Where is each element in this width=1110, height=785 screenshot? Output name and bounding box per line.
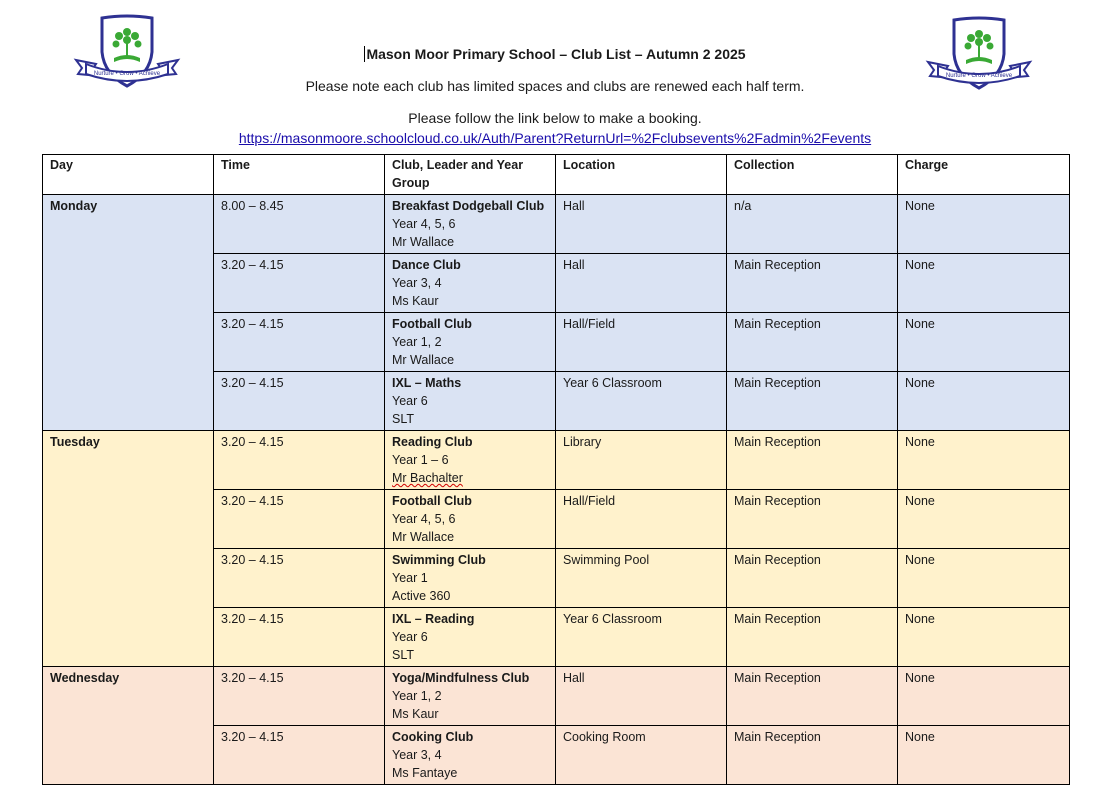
club-name: Football Club	[392, 494, 472, 508]
day-cell: Tuesday	[43, 431, 214, 667]
year-group: Year 3, 4	[392, 276, 442, 290]
location-cell: Hall/Field	[556, 313, 727, 372]
club-name: IXL – Reading	[392, 612, 475, 626]
charge-cell: None	[898, 313, 1070, 372]
club-cell	[385, 431, 556, 490]
time-cell: 3.20 – 4.15	[214, 608, 385, 667]
time-cell: 8.00 – 8.45	[214, 195, 385, 254]
year-group: Year 4, 5, 6	[392, 512, 456, 526]
club-cell	[385, 667, 556, 726]
year-group: Year 1 – 6	[392, 453, 449, 467]
club-cell	[385, 254, 556, 313]
location-cell: Hall	[556, 667, 727, 726]
booking-link-wrapper	[0, 130, 1110, 146]
time-cell: 3.20 – 4.15	[214, 254, 385, 313]
club-leader: Ms Kaur	[392, 294, 439, 308]
year-group: Year 4, 5, 6	[392, 217, 456, 231]
booking-instruction: Please follow the link below to make a booking.	[408, 110, 702, 126]
club-cell	[385, 490, 556, 549]
table-row	[43, 195, 1070, 254]
collection-cell: Main Reception	[727, 667, 898, 726]
location-cell: Year 6 Classroom	[556, 372, 727, 431]
title-text: Mason Moor Primary School – Club List – Autumn 2 2025	[366, 46, 746, 62]
charge-cell: None	[898, 726, 1070, 785]
club-name: IXL – Maths	[392, 376, 462, 390]
charge-cell: None	[898, 608, 1070, 667]
year-group: Year 1	[392, 571, 428, 585]
location-cell: Cooking Room	[556, 726, 727, 785]
location-cell: Year 6 Classroom	[556, 608, 727, 667]
time-cell: 3.20 – 4.15	[214, 490, 385, 549]
location-cell: Swimming Pool	[556, 549, 727, 608]
year-group: Year 6	[392, 630, 428, 644]
time-cell: 3.20 – 4.15	[214, 372, 385, 431]
column-header-time: Time	[214, 155, 385, 195]
club-leader: Mr Wallace	[392, 353, 455, 367]
club-table	[42, 154, 1070, 785]
year-group: Year 3, 4	[392, 748, 442, 762]
table-row	[43, 667, 1070, 726]
location-cell: Hall/Field	[556, 490, 727, 549]
collection-cell: Main Reception	[727, 490, 898, 549]
collection-cell: Main Reception	[727, 726, 898, 785]
club-name: Football Club	[392, 317, 472, 331]
charge-cell: None	[898, 372, 1070, 431]
collection-cell: Main Reception	[727, 254, 898, 313]
time-cell: 3.20 – 4.15	[214, 726, 385, 785]
time-cell: 3.20 – 4.15	[214, 549, 385, 608]
column-header-club: Club, Leader and Year Group	[385, 155, 556, 195]
club-name: Yoga/Mindfulness Club	[392, 671, 530, 685]
club-leader: SLT	[392, 648, 414, 662]
table-row	[43, 431, 1070, 490]
club-cell	[385, 608, 556, 667]
svg-text:Nurture • Grow • Achieve: Nurture • Grow • Achieve	[93, 71, 161, 77]
club-leader: Ms Fantaye	[392, 766, 458, 780]
column-header-charge: Charge	[898, 155, 1070, 195]
club-cell	[385, 726, 556, 785]
charge-cell: None	[898, 254, 1070, 313]
collection-cell: Main Reception	[727, 372, 898, 431]
year-group: Year 1, 2	[392, 335, 442, 349]
booking-link[interactable]: https://masonmoore.schoolcloud.co.uk/Auth/Parent?ReturnUrl=%2Fclubsevents%2Fadmin%2Fevents	[238, 130, 872, 146]
collection-cell: Main Reception	[727, 313, 898, 372]
limited-spaces-note: Please note each club has limited spaces and clubs are renewed each half term.	[305, 78, 805, 94]
collection-cell: Main Reception	[727, 608, 898, 667]
club-name: Swimming Club	[392, 553, 486, 567]
collection-cell: Main Reception	[727, 549, 898, 608]
location-cell: Library	[556, 431, 727, 490]
column-header-location: Location	[556, 155, 727, 195]
charge-cell: None	[898, 431, 1070, 490]
club-leader: Active 360	[392, 589, 451, 603]
charge-cell: None	[898, 549, 1070, 608]
club-leader: Ms Kaur	[392, 707, 439, 721]
day-cell: Monday	[43, 195, 214, 431]
club-cell	[385, 549, 556, 608]
club-cell	[385, 372, 556, 431]
time-cell: 3.20 – 4.15	[214, 313, 385, 372]
charge-cell: None	[898, 195, 1070, 254]
location-cell: Hall	[556, 195, 727, 254]
year-group: Year 1, 2	[392, 689, 442, 703]
club-name: Breakfast Dodgeball Club	[392, 199, 545, 213]
day-cell: Wednesday	[43, 667, 214, 785]
club-name: Dance Club	[392, 258, 461, 272]
club-cell	[385, 195, 556, 254]
club-leader: Mr Bachalter	[392, 471, 463, 485]
time-cell: 3.20 – 4.15	[214, 431, 385, 490]
document-title	[0, 46, 1110, 62]
charge-cell: None	[898, 490, 1070, 549]
club-cell	[385, 313, 556, 372]
club-name: Cooking Club	[392, 730, 474, 744]
svg-text:Nurture • Grow • Achieve: Nurture • Grow • Achieve	[945, 73, 1013, 79]
location-cell: Hall	[556, 254, 727, 313]
table-header-row	[43, 155, 1070, 195]
collection-cell: Main Reception	[727, 431, 898, 490]
charge-cell: None	[898, 667, 1070, 726]
column-header-collection: Collection	[727, 155, 898, 195]
club-name: Reading Club	[392, 435, 473, 449]
column-header-day: Day	[43, 155, 214, 195]
collection-cell: n/a	[727, 195, 898, 254]
year-group: Year 6	[392, 394, 428, 408]
club-leader: Mr Wallace	[392, 235, 455, 249]
club-leader: Mr Wallace	[392, 530, 455, 544]
time-cell: 3.20 – 4.15	[214, 667, 385, 726]
club-leader: SLT	[392, 412, 414, 426]
